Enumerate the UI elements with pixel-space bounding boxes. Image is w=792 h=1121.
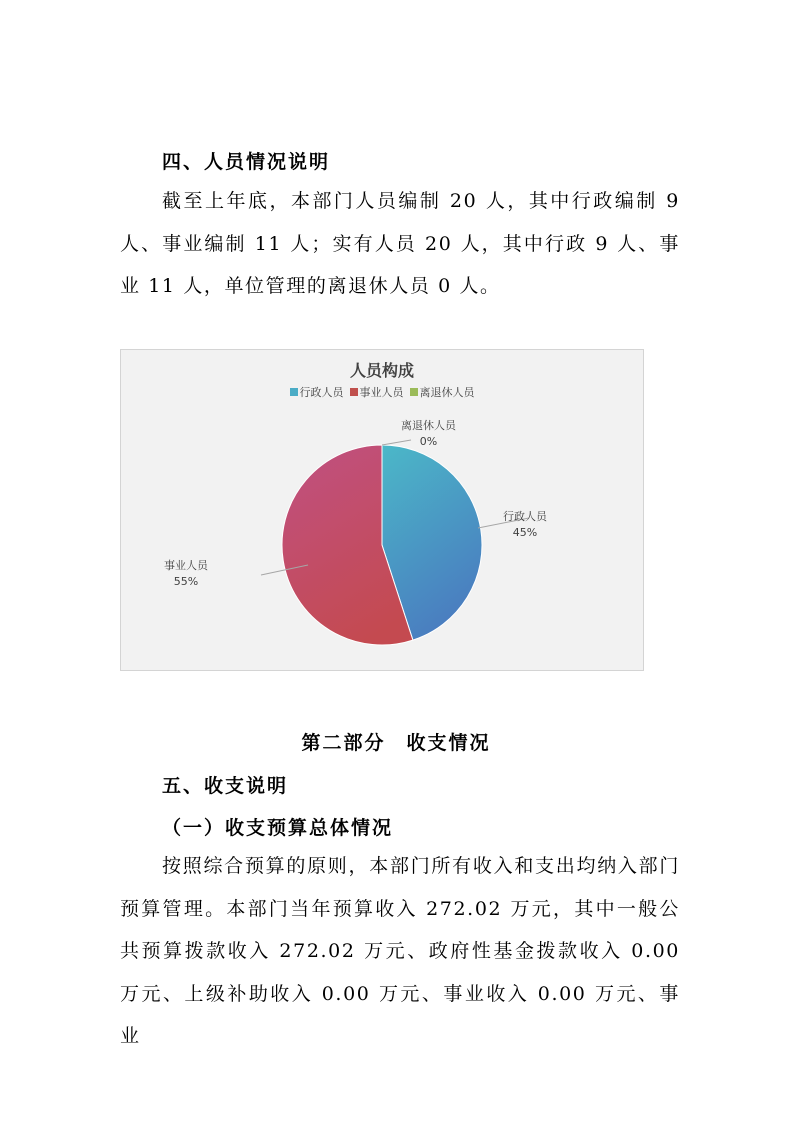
- part-two-title: 第二部分 收支情况: [301, 732, 491, 754]
- data-label-retired-name: 离退休人员: [401, 419, 456, 432]
- data-label-institution: [164, 558, 208, 590]
- data-label-institution-value: 55%: [173, 575, 199, 588]
- chart-title: 人员构成: [349, 361, 414, 380]
- legend-label-institution: 事业人员: [359, 386, 404, 399]
- legend-swatch-institution: [350, 388, 358, 396]
- legend-label-retired: 离退休人员: [419, 386, 475, 399]
- budget-paragraph: 按照综合预算的原则，本部门所有收入和支出均纳入部门预算管理。本部门当年预算收入 272.02 万元，其中一般公共预算拨款收入 272.02 万元、政府性基金拨款收入 0.00 万元、上级补助收入 0.00 万元、事业收入 0.00 万元、事业: [120, 855, 680, 1047]
- section-heading-budget: 五、收支说明: [162, 775, 289, 797]
- personnel-paragraph: 截至上年底，本部门人员编制 20 人，其中行政编制 9 人、事业编制 11 人；实有人员 20 人，其中行政 9 人、事业 11 人，单位管理的离退休人员 0 人。: [120, 190, 680, 297]
- legend-swatch-admin: [290, 388, 298, 396]
- subheading-budget-overview: （一）收支预算总体情况: [162, 817, 394, 839]
- data-label-retired-value: 0%: [419, 435, 438, 448]
- data-label-admin-value: 45%: [512, 526, 538, 539]
- data-label-admin-name: 行政人员: [503, 510, 547, 523]
- legend-swatch-retired: [410, 388, 418, 396]
- personnel-pie-chart: [120, 349, 644, 671]
- data-label-institution-name: 事业人员: [164, 559, 208, 572]
- legend-item-retired: [410, 384, 475, 400]
- legend-item-admin: [290, 384, 344, 400]
- legend-label-admin: 行政人员: [299, 386, 344, 399]
- section-heading-personnel: 四、人员情况说明: [162, 151, 331, 173]
- legend-item-institution: [350, 384, 404, 400]
- data-label-admin: [503, 509, 547, 541]
- chart-legend: [121, 384, 643, 400]
- data-label-retired: [401, 418, 456, 450]
